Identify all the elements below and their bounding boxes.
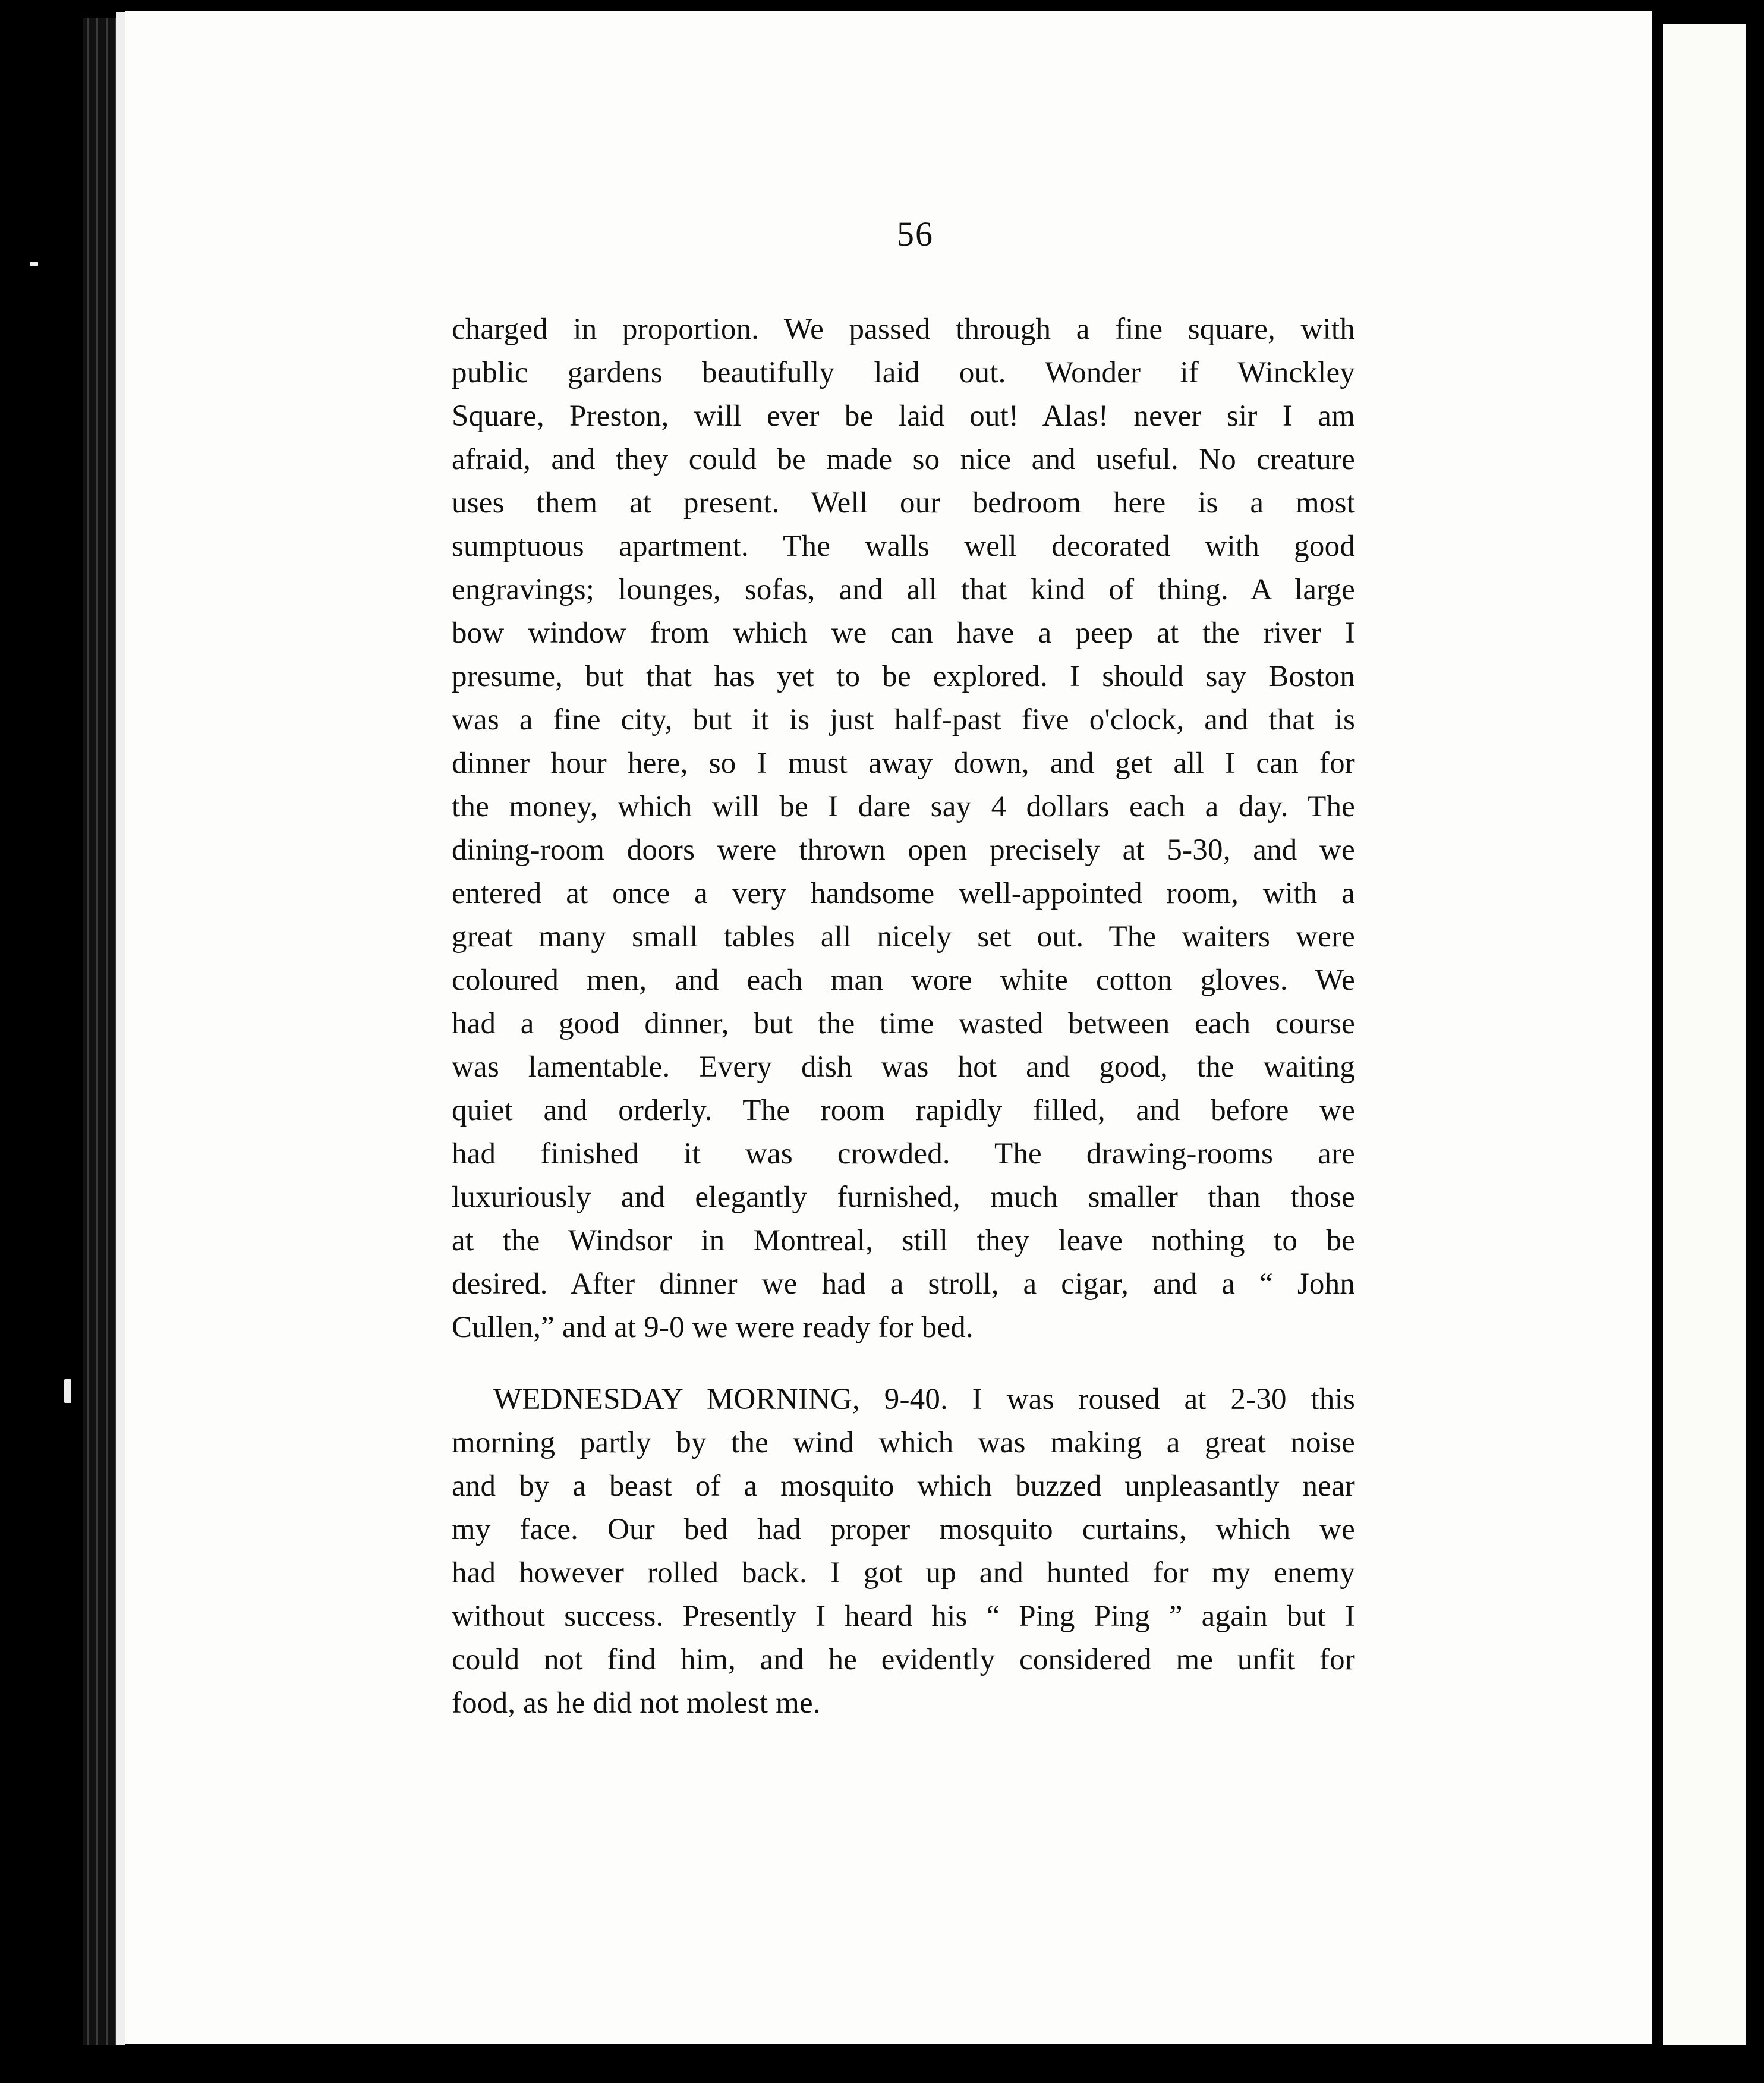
text-line: Cullen,” and at 9-0 we were ready for bed. [452, 1311, 974, 1344]
text-line: great many small tables all nicely set out. The waiters were [452, 920, 1355, 954]
adjacent-page [1663, 24, 1746, 2057]
text-line: was a fine city, but it is just half-past five o'clock, and that is [452, 703, 1355, 737]
text-line: luxuriously and elegantly furnished, much smaller than those [452, 1181, 1355, 1214]
text-line: the money, which will be I dare say 4 dollars each a day. The [452, 790, 1355, 823]
text-line: was lamentable. Every dish was hot and good, the waiting [452, 1050, 1355, 1084]
text-line: entered at once a very handsome well-appointed room, with a [452, 877, 1355, 910]
text-line: quiet and orderly. The room rapidly filled, and before we [452, 1094, 1355, 1127]
text-line: without success. Presently I heard his “ Ping Ping ” again but I [452, 1600, 1355, 1633]
page-gutter [1652, 36, 1663, 2057]
text-line: at the Windsor in Montreal, still they leave nothing to be [452, 1224, 1355, 1257]
text-line: WEDNESDAY MORNING, 9-40. I was roused at 2-30 this [493, 1383, 1355, 1416]
text-line: charged in proportion. We passed through a fine square, with [452, 313, 1355, 346]
text-line: Square, Preston, will ever be laid out! Alas! never sir I am [452, 399, 1355, 433]
paragraph [452, 1378, 1355, 1725]
text-line: desired. After dinner we had a stroll, a cigar, and a “ John [452, 1267, 1355, 1301]
text-line: sumptuous apartment. The walls well decorated with good [452, 530, 1355, 563]
text-line: had however rolled back. I got up and hunted for my enemy [452, 1556, 1355, 1590]
text-line: coloured men, and each man wore white cotton gloves. We [452, 964, 1355, 997]
scan-bottom-border [0, 2045, 1764, 2083]
text-line: and by a beast of a mosquito which buzzed unpleasantly near [452, 1470, 1355, 1503]
paragraph [452, 308, 1355, 1349]
text-line: dinner hour here, so I must away down, and get all I can for [452, 747, 1355, 780]
page-text [452, 308, 1355, 1725]
scan-speck [30, 262, 38, 266]
text-line: engravings; lounges, sofas, and all that kind of thing. A large [452, 573, 1355, 606]
scan-speck [64, 1379, 71, 1403]
book-binding [83, 18, 119, 2051]
text-line: dining-room doors were thrown open precisely at 5-30, and we [452, 833, 1355, 867]
text-line: afraid, and they could be made so nice and useful. No creature [452, 443, 1355, 476]
text-line: public gardens beautifully laid out. Wonder if Winckley [452, 356, 1355, 389]
text-line: had a good dinner, but the time wasted between each course [452, 1007, 1355, 1040]
text-line: my face. Our bed had proper mosquito curtains, which we [452, 1513, 1355, 1546]
text-line: uses them at present. Well our bedroom here is a most [452, 486, 1355, 520]
text-line: bow window from which we can have a peep at the river I [452, 616, 1355, 650]
text-line: food, as he did not molest me. [452, 1686, 821, 1720]
binding-edge [116, 12, 125, 2057]
text-line: morning partly by the wind which was making a great noise [452, 1426, 1355, 1459]
text-line: had finished it was crowded. The drawing-rooms are [452, 1137, 1355, 1170]
page-number: 56 [897, 215, 934, 253]
text-line: presume, but that has yet to be explored. I should say Boston [452, 660, 1355, 693]
paragraph-gap [452, 1349, 1355, 1378]
text-line: could not find him, and he evidently considered me unfit for [452, 1643, 1355, 1676]
